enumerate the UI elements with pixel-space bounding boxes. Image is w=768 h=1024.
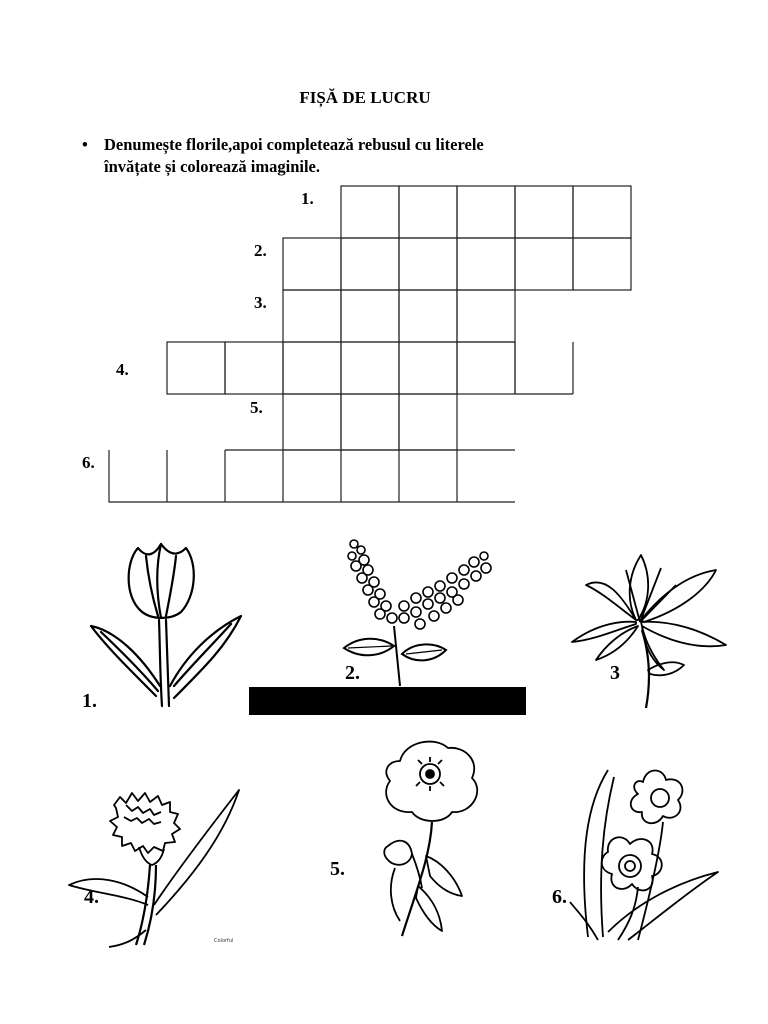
lilac-icon [334, 536, 514, 686]
cell-r5-c3[interactable] [399, 394, 457, 450]
carnation-icon [64, 765, 249, 950]
flower-label-6: 6. [552, 886, 567, 908]
cell-r1-c4[interactable] [515, 186, 573, 238]
cell-r4-c5[interactable] [399, 342, 457, 394]
crossword-row-label-4: 4. [116, 360, 129, 379]
daffodil-icon [568, 762, 728, 942]
cell-r4-c2[interactable] [225, 342, 283, 394]
cell-r1-c3[interactable] [457, 186, 515, 238]
poppy-icon [360, 736, 490, 941]
crossword-row-label-3: 3. [254, 293, 267, 312]
crossword-row-label-5: 5. [250, 398, 263, 417]
redaction-bar [249, 687, 526, 715]
cell-r2-c2[interactable] [341, 238, 399, 290]
instruction-line-1: Denumește florile,apoi completează rebusul cu literele [104, 135, 484, 154]
cell-r2-c5[interactable] [515, 238, 573, 290]
cell-r3-c4[interactable] [457, 290, 515, 342]
page-title: FIȘĂ DE LUCRU [299, 88, 431, 107]
cell-r1-c5[interactable] [573, 186, 631, 238]
flower-label-1: 1. [82, 690, 97, 712]
cell-r3-c3[interactable] [399, 290, 457, 342]
lily-icon [566, 550, 731, 710]
instruction-line-2: învățate și colorează imaginile. [104, 157, 320, 176]
cell-r2-c6[interactable] [573, 238, 631, 290]
cell-r5-c2[interactable] [341, 394, 399, 450]
cell-r4-c6[interactable] [457, 342, 515, 394]
cell-r2-c4[interactable] [457, 238, 515, 290]
tulip-icon [86, 536, 246, 711]
cell-r4-c7[interactable] [515, 342, 573, 394]
crossword-row-label-6: 6. [82, 453, 95, 472]
bullet: • [82, 135, 88, 154]
cell-r2-c1[interactable] [283, 238, 341, 290]
flower-label-4: 4. [84, 886, 99, 908]
cell-r5-c1[interactable] [283, 394, 341, 450]
cell-r2-c3[interactable] [399, 238, 457, 290]
lilac-cluster-right [399, 552, 491, 629]
cell-r1-c1[interactable] [341, 186, 399, 238]
cell-r6-base [109, 450, 515, 502]
cell-r4-c3[interactable] [283, 342, 341, 394]
flower-label-2: 2. [345, 662, 360, 684]
cell-r4-c4[interactable] [341, 342, 399, 394]
copyright-mark: Colorful [214, 938, 234, 944]
lilac-cluster-left [348, 540, 397, 623]
cell-r3-c2[interactable] [341, 290, 399, 342]
crossword-row-label-1: 1. [301, 189, 314, 208]
crossword-row-label-2: 2. [254, 241, 267, 260]
cell-r3-c1[interactable] [283, 290, 341, 342]
cell-r4-c1[interactable] [167, 342, 225, 394]
cell-r6-c2[interactable] [225, 450, 515, 502]
flower-label-3: 3 [610, 662, 620, 684]
flower-label-5: 5. [330, 858, 345, 880]
cell-r1-c2[interactable] [399, 186, 457, 238]
